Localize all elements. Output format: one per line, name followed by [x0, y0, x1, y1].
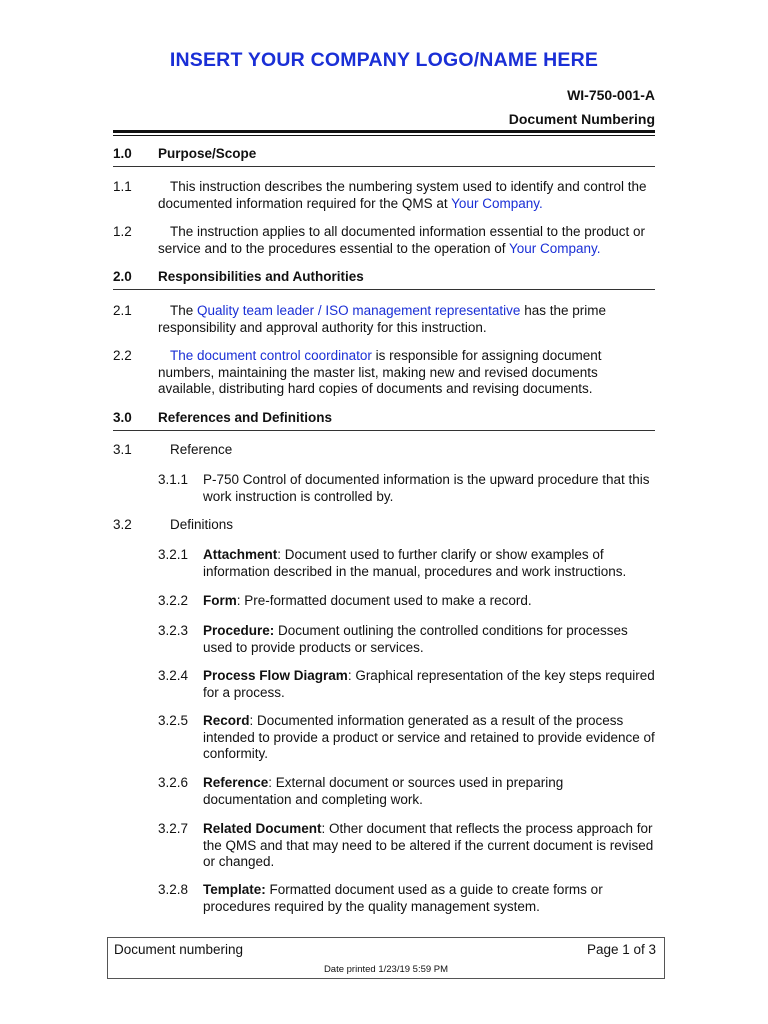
section-heading-1: [113, 146, 655, 167]
definition-term: Record: [203, 713, 250, 728]
definition-term: Procedure:: [203, 623, 275, 638]
definition-text: Document outlining the controlled conditions for processes used to provide products or services.: [203, 623, 628, 655]
sub-item-number: 3.2.2: [158, 593, 189, 608]
definition-text: : External document or sources used in preparing documentation and completing work.: [203, 775, 564, 807]
section-number: 1.0: [113, 146, 132, 161]
item-text-pre: The: [170, 303, 194, 318]
header-rule-thin: [113, 135, 655, 136]
definition-text: : Document used to further clarify or show examples of information described in the manual, procedures and work instructions.: [203, 547, 627, 579]
definition-term: Template:: [203, 882, 266, 897]
date-printed: Date printed 1/23/19 5:59 PM: [323, 964, 449, 975]
sub-item-number: 3.2.1: [158, 547, 189, 562]
definition-term: Reference: [203, 775, 269, 790]
item-number: 2.1: [113, 303, 132, 318]
sub-item-number: 3.1.1: [158, 472, 189, 487]
company-logo-placeholder: INSERT YOUR COMPANY LOGO/NAME HERE: [169, 49, 599, 71]
sub-item-number: 3.2.6: [158, 775, 189, 790]
sub-item-number: 3.2.3: [158, 623, 189, 638]
header-rule-thick: [113, 130, 655, 133]
sub-item-number: 3.2.5: [158, 713, 189, 728]
definition-text: Formatted document used as a guide to create forms or procedures required by the quality management system.: [203, 882, 603, 914]
definition-text: : Other document that reflects the process approach for the QMS and that may need to be altered if the current document is revised or changed.: [203, 821, 654, 869]
sub-item-text: P-750 Control of documented information is the upward procedure that this work instruction is controlled by.: [203, 472, 650, 504]
page-footer: [107, 937, 665, 979]
definition-text: : Documented information generated as a result of the process intended to provide a product or service and retained to provide evidence of conformity.: [203, 713, 655, 761]
company-name-link: Your Company.: [451, 195, 543, 211]
sub-item-number: 3.2.4: [158, 668, 189, 683]
item-text: This instruction describes the numbering system used to identify and control the documented information required for the QMS at: [158, 179, 647, 211]
item-text: Reference: [170, 442, 233, 457]
definition-term: Form: [203, 593, 237, 608]
role-link: The document control coordinator: [170, 348, 372, 363]
document-id: WI-750-001-A: [567, 87, 655, 103]
section-number: 3.0: [113, 410, 132, 425]
section-heading-2: [113, 269, 655, 290]
definition-text: : Pre-formatted document used to make a record.: [236, 593, 532, 608]
page-number: Page 1 of 3: [586, 942, 656, 957]
definition-term: Process Flow Diagram: [203, 668, 348, 683]
section-title: References and Definitions: [158, 410, 333, 425]
item-number: 3.1: [113, 442, 132, 457]
document-title: Document Numbering: [508, 111, 655, 127]
section-title: Purpose/Scope: [158, 146, 257, 161]
role-link: Quality team leader / ISO management representative: [197, 303, 521, 318]
footer-document-name: Document numbering: [114, 942, 244, 957]
item-number: 1.1: [113, 179, 132, 194]
sub-item-number: 3.2.7: [158, 821, 189, 836]
sub-item-number: 3.2.8: [158, 882, 189, 897]
item-text-post: is responsible for assigning document numbers, maintaining the master list, making new and revised documents available, distributing hard copies of documents and revising documents.: [158, 348, 602, 396]
item-text-post: has the prime responsibility and approval authority for this instruction.: [158, 303, 607, 335]
company-name-link: Your Company.: [508, 240, 601, 256]
definition-term: Related Document: [203, 821, 322, 836]
item-number: 3.2: [113, 517, 132, 532]
section-title: Responsibilities and Authorities: [158, 269, 364, 284]
item-number: 1.2: [113, 224, 132, 239]
definition-term: Attachment: [203, 547, 278, 562]
item-text: Definitions: [170, 517, 234, 532]
definition-text: : Graphical representation of the key steps required for a process.: [203, 668, 655, 700]
item-text: The instruction applies to all documented information essential to the product or service and to the procedures essential to the operation of: [158, 224, 646, 256]
section-heading-3: [113, 410, 655, 431]
item-number: 2.2: [113, 348, 132, 363]
section-number: 2.0: [113, 269, 132, 284]
